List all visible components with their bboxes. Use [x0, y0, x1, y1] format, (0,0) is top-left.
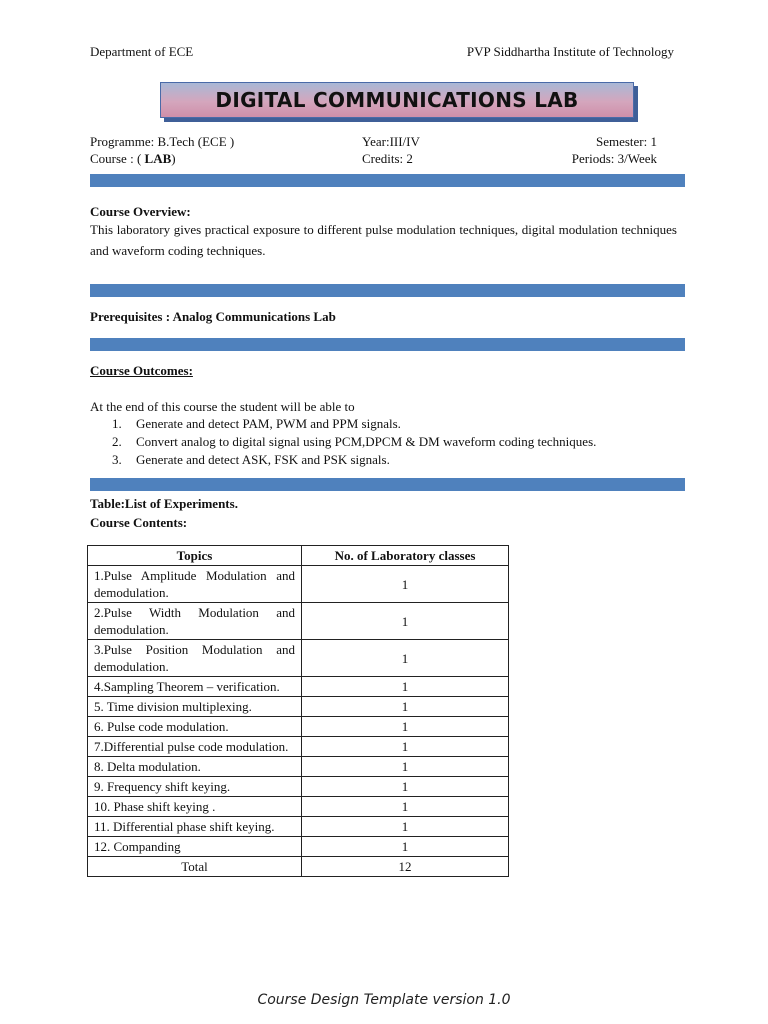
footer-text: Course Design Template version 1.0: [257, 992, 511, 1008]
divider-bar: [90, 284, 685, 297]
outcomes-intro: At the end of this course the student will be able to: [90, 399, 355, 414]
overview-text: This laboratory gives practical exposure to different pulse modulation techniques, digital modulation techniques and waveform coding techniques.: [90, 222, 677, 258]
classes-cell: 1: [302, 603, 509, 640]
header-department: Department of ECE: [90, 44, 194, 59]
list-item: 3. Generate and detect ASK, FSK and PSK signals.: [112, 452, 390, 467]
topic-cell: 5. Time division multiplexing.: [88, 697, 302, 717]
table-row: [88, 717, 509, 737]
table-row: [88, 757, 509, 777]
topic-cell: 10. Phase shift keying .: [88, 797, 302, 817]
total-value: 12: [302, 857, 509, 877]
topic-cell: 2.Pulse Width Modulation and demodulation.: [88, 603, 302, 640]
list-item: 2. Convert analog to digital signal using PCM,DPCM & DM waveform coding techniques.: [112, 434, 597, 449]
course-value: LAB: [144, 151, 172, 166]
topic-cell: 6. Pulse code modulation.: [88, 717, 302, 737]
table-row: [88, 837, 509, 857]
header-institute: PVP Siddhartha Institute of Technology: [466, 44, 674, 59]
column-header-classes: No. of Laboratory classes: [302, 546, 509, 566]
page-title: DIGITAL COMMUNICATIONS LAB: [160, 82, 634, 118]
topic-cell: 4.Sampling Theorem – verification.: [88, 677, 302, 697]
experiments-table: [87, 545, 509, 877]
table-row: [88, 737, 509, 757]
classes-cell: 1: [302, 566, 509, 603]
table-row: [88, 697, 509, 717]
topic-cell: 3.Pulse Position Modulation and demodulation.: [88, 640, 302, 677]
credits-label: Credits: 2: [362, 151, 413, 166]
overview-heading: Course Overview:: [90, 204, 191, 219]
table-row: [88, 817, 509, 837]
table-row: [88, 677, 509, 697]
classes-cell: 1: [302, 777, 509, 797]
prerequisites: Prerequisites : Analog Communications Lab: [90, 309, 336, 324]
list-item: 1. Generate and detect PAM, PWM and PPM signals.: [112, 416, 401, 431]
topic-cell: 1.Pulse Amplitude Modulation and demodulation.: [88, 566, 302, 603]
table-row: [88, 777, 509, 797]
periods-label: Periods: 3/Week: [571, 151, 657, 166]
classes-cell: 1: [302, 837, 509, 857]
classes-cell: 1: [302, 797, 509, 817]
table-caption: Table:List of Experiments.: [90, 496, 238, 511]
classes-cell: 1: [302, 677, 509, 697]
course-type-label: [90, 151, 176, 167]
contents-heading: Course Contents:: [90, 515, 188, 530]
topic-cell: 11. Differential phase shift keying.: [88, 817, 302, 837]
outcomes-list: [112, 415, 596, 469]
classes-cell: 1: [302, 757, 509, 777]
table-total-row: [88, 857, 509, 877]
classes-cell: 1: [302, 640, 509, 677]
column-header-topics: Topics: [88, 546, 302, 566]
classes-cell: 1: [302, 697, 509, 717]
programme-label: Programme: B.Tech (ECE ): [90, 134, 235, 149]
classes-cell: 1: [302, 737, 509, 757]
table-row: [88, 566, 509, 603]
classes-cell: 1: [302, 817, 509, 837]
outcomes-heading: Course Outcomes:: [90, 363, 193, 378]
year-label: Year:III/IV: [362, 134, 420, 149]
topic-cell: 9. Frequency shift keying.: [88, 777, 302, 797]
divider-bar: [90, 174, 685, 187]
classes-cell: 1: [302, 717, 509, 737]
topic-cell: 12. Companding: [88, 837, 302, 857]
divider-bar: [90, 338, 685, 351]
table-header-row: [88, 546, 509, 566]
divider-bar: [90, 478, 685, 491]
table-row: [88, 603, 509, 640]
table-row: [88, 640, 509, 677]
semester-label: Semester: 1: [595, 134, 657, 149]
course-prefix: Course : (: [90, 151, 145, 166]
topic-cell: 7.Differential pulse code modulation.: [88, 737, 302, 757]
table-row: [88, 797, 509, 817]
course-suffix: ): [171, 151, 176, 166]
total-label: Total: [88, 857, 302, 877]
topic-cell: 8. Delta modulation.: [88, 757, 302, 777]
